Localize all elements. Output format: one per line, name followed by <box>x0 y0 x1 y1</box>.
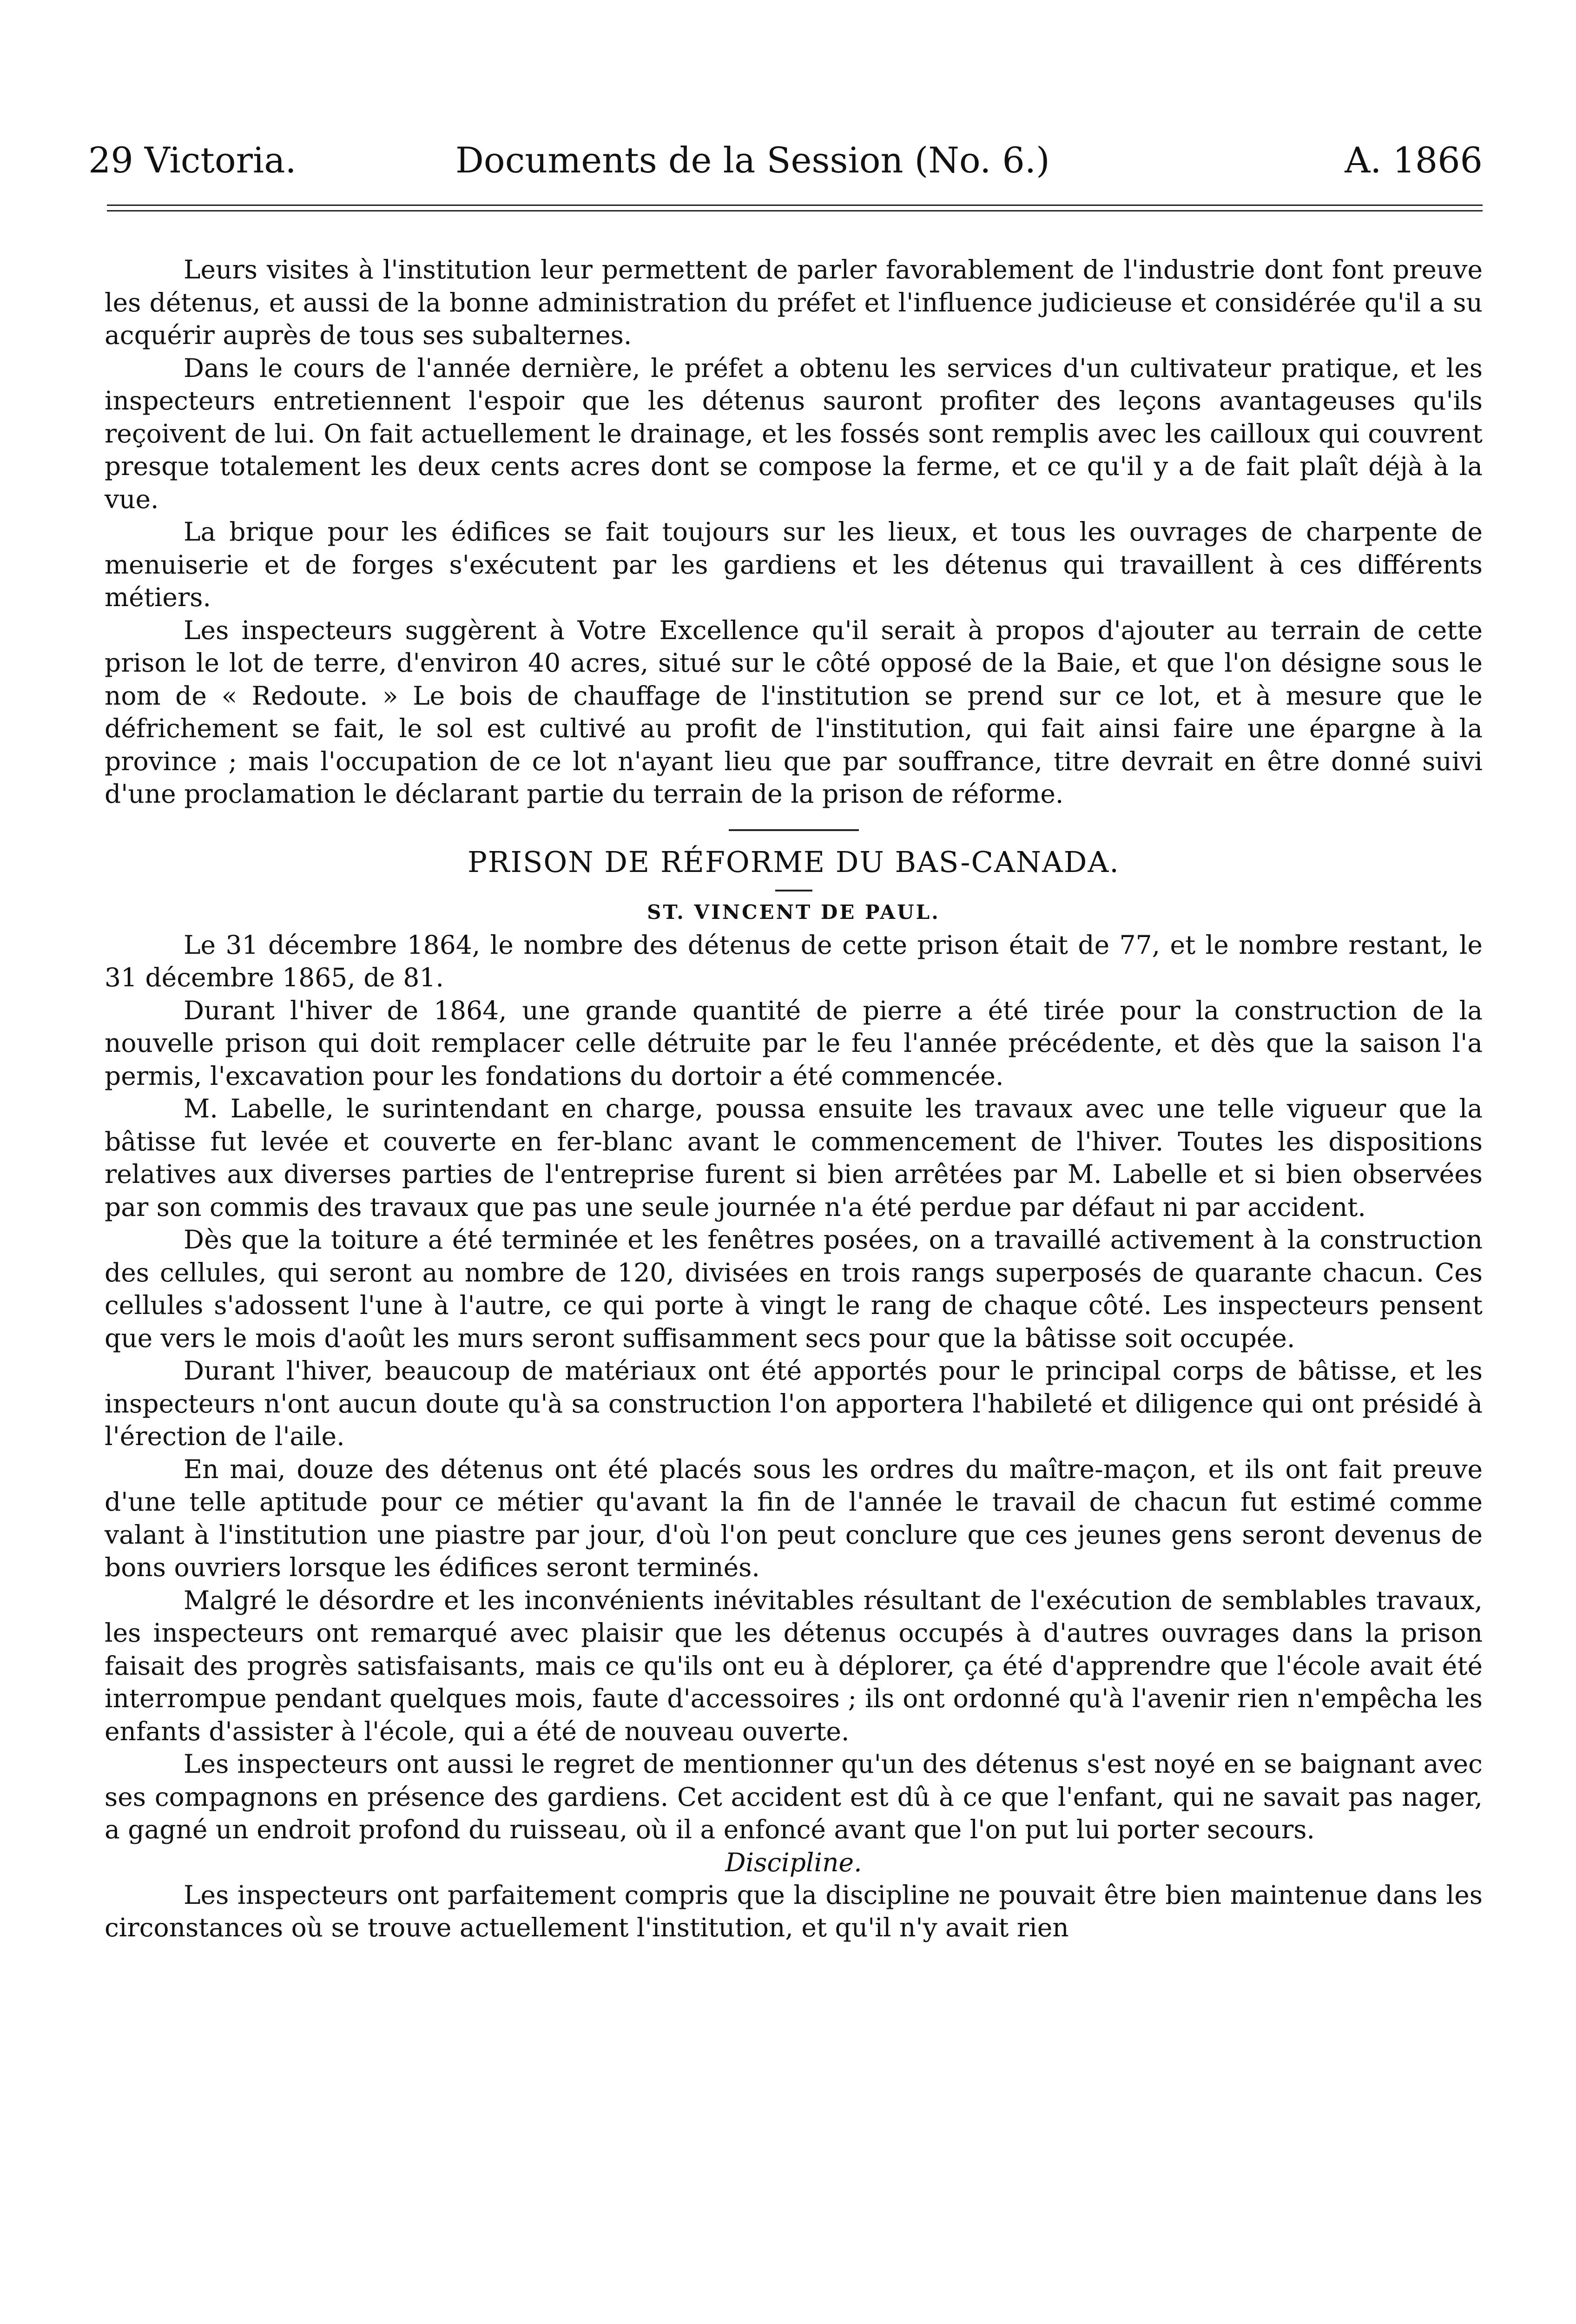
section-divider <box>729 829 859 831</box>
header-rule-top <box>107 205 1483 206</box>
header-year: A. 1866 <box>1345 139 1483 181</box>
header-regnal-year: 29 Victoria. <box>88 139 297 181</box>
title-divider <box>775 890 812 891</box>
paragraph: Durant l'hiver de 1864, une grande quantité de pierre a été tirée pour la construction de la nouvelle prison qui doit remplacer celle détruite par le feu l'année précédente, et dès que la saison l'a permis, l'excavation pour les fondations du dortoir a été commencée. <box>105 995 1483 1091</box>
page-body <box>105 253 1483 1944</box>
paragraph: Les inspecteurs ont aussi le regret de mentionner qu'un des détenus s'est noyé en se baignant avec ses compagnons en présence des gardiens. Cet accident est dû à ce que l'enfant, qui ne savait pas nager, a gagné un endroit profond du ruisseau, où il a enfoncé avant que l'on put lui porter secours. <box>105 1749 1483 1844</box>
section-subtitle: ST. VINCENT DE PAUL. <box>647 900 940 924</box>
paragraph: Durant l'hiver, beaucoup de matériaux ont été apportés pour le principal corps de bâtisse, et les inspecteurs n'ont aucun doute qu'à sa construction l'on apportera l'habileté et diligence qui ont présidé à l'érection de l'aile. <box>105 1356 1483 1451</box>
subsection-title: Discipline. <box>725 1847 862 1877</box>
paragraph: Le 31 décembre 1864, le nombre des détenus de cette prison était de 77, et le nombre restant, le 31 décembre 1865, de 81. <box>105 930 1483 992</box>
header-rule-bottom <box>107 210 1483 211</box>
paragraph: Dès que la toiture a été terminée et les fenêtres posées, on a travaillé activement à la construction des cellules, qui seront au nombre de 120, divisées en trois rangs superposés de quarante chacun. Ces cellules s'adossent l'une à l'autre, ce qui porte à vingt le rang de chaque côté. Les inspecteurs pensent que vers le mois d'août les murs seront suffisamment secs pour que la bâtisse soit occupée. <box>105 1225 1483 1353</box>
paragraph: Malgré le désordre et les inconvénients inévitables résultant de l'exécution de semblables travaux, les inspecteurs ont remarqué avec plaisir que les détenus occupés à d'autres ouvrages dans la prison faisait des progrès satisfaisants, mais ce qu'ils ont eu à déplorer, ça été d'apprendre que l'école avait été interrompue pendant quelques mois, faute d'accessoires ; ils ont ordonné qu'à l'avenir rien n'empêcha les enfants d'assister à l'école, qui a été de nouveau ouverte. <box>105 1585 1483 1746</box>
paragraph: Dans le cours de l'année dernière, le préfet a obtenu les services d'un cultivateur pratique, et les inspecteurs entretiennent l'espoir que les détenus sauront profiter des leçons avantageuses qu'ils reçoivent de lui. On fait actuellement le drainage, et les fossés sont remplis avec les cailloux qui couvrent presque totalement les deux cents acres dont se compose la ferme, et ce qu'il y a de fait plaît déjà à la vue. <box>105 353 1483 514</box>
paragraph: En mai, douze des détenus ont été placés sous les ordres du maître-maçon, et ils ont fait preuve d'une telle aptitude pour ce métier qu'avant la fin de l'année le travail de chacun fut estimé comme valant à l'institution une piastre par jour, d'où l'on peut conclure que ces jeunes gens seront devenus de bons ouvriers lorsque les édifices seront terminés. <box>105 1454 1483 1582</box>
paragraph: Les inspecteurs ont parfaitement compris que la discipline ne pouvait être bien maintenue dans les circonstances où se trouve actuellement l'institution, et qu'il n'y avait rien <box>105 1880 1483 1942</box>
paragraph: Les inspecteurs suggèrent à Votre Excellence qu'il serait à propos d'ajouter au terrain de cette prison le lot de terre, d'environ 40 acres, situé sur le côté opposé de la Baie, et que l'on désigne sous le nom de « Redoute. » Le bois de chauffage de l'institution se prend sur ce lot, et à mesure que le défrichement se fait, le sol est cultivé au profit de l'institution, qui fait ainsi faire une épargne à la province ; mais l'occupation de ce lot n'ayant lieu que par souffrance, titre devrait en être donné suivi d'une proclamation le déclarant partie du terrain de la prison de réforme. <box>105 615 1483 809</box>
header-document-title: Documents de la Session (No. 6.) <box>455 139 1050 181</box>
paragraph: M. Labelle, le surintendant en charge, poussa ensuite les travaux avec une telle vigueur que la bâtisse fut levée et couverte en fer-blanc avant le commencement de l'hiver. Toutes les dispositions relatives aux diverses parties de l'entreprise furent si bien arrêtées par M. Labelle et si bien observées par son commis des travaux que pas une seule journée n'a été perdue par défaut ni par accident. <box>105 1094 1483 1222</box>
running-header <box>88 137 1483 184</box>
paragraph: La brique pour les édifices se fait toujours sur les lieux, et tous les ouvrages de charpente de menuiserie et de forges s'exécutent par les gardiens et les détenus qui travaillent à ces différents métiers. <box>105 517 1483 612</box>
section-title: PRISON DE RÉFORME DU BAS-CANADA. <box>468 845 1120 879</box>
paragraph: Leurs visites à l'institution leur permettent de parler favorablement de l'industrie dont font preuve les détenus, et aussi de la bonne administration du préfet et l'influence judicieuse et considérée qu'il a su acquérir auprès de tous ses subalternes. <box>105 255 1483 350</box>
